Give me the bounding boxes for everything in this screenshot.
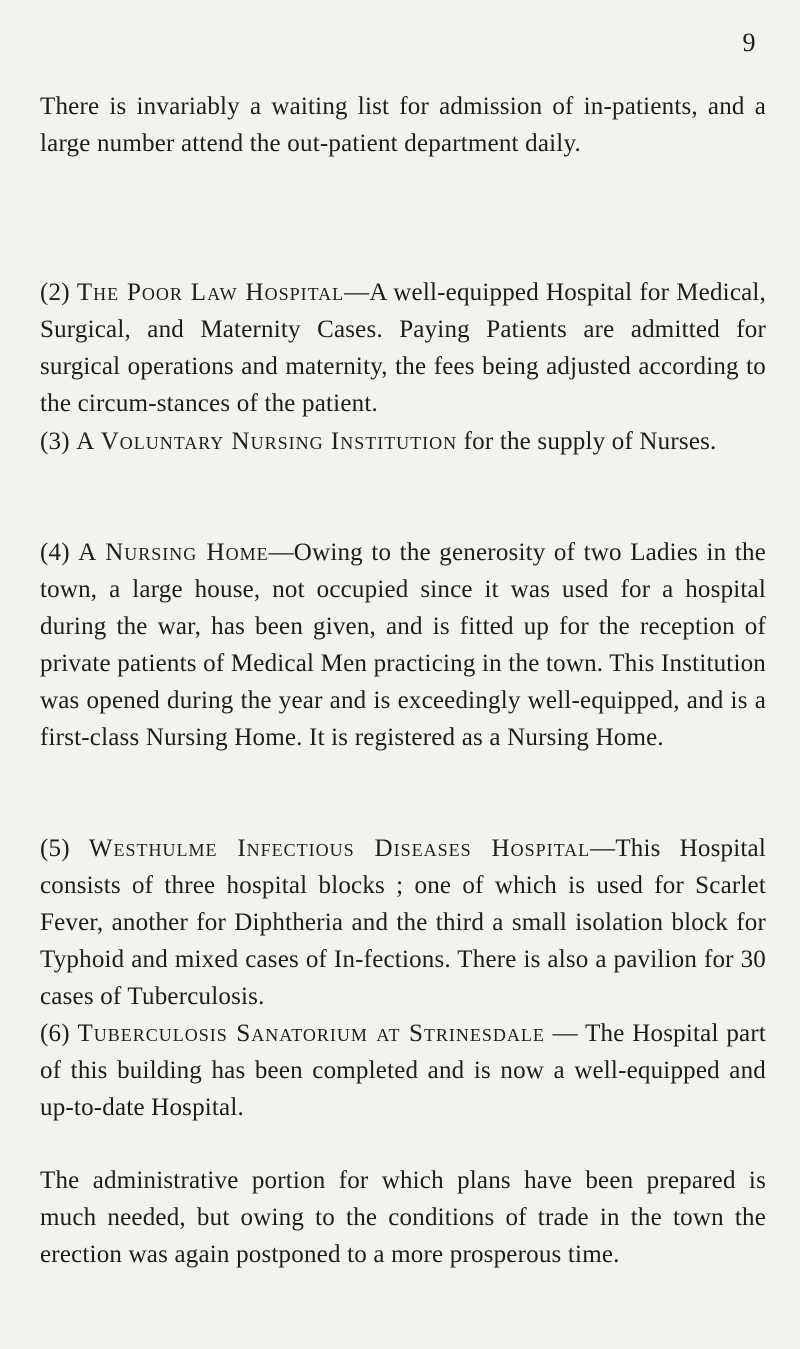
item-number: (5) — [40, 835, 70, 862]
section-body: —A well-equipped Hospital for Medical, Surgical, and Maternity Cases. Paying Patients are admitted for surgical operations and maternity, the fees being adjusted according to the circum-stances of the patient. — [40, 279, 767, 417]
page-number: 9 — [742, 28, 756, 57]
paragraph-intro — [40, 88, 766, 162]
paragraph-administrative — [40, 1162, 766, 1273]
section-body: —This Hospital consists of three hospital blocks ; one of which is used for Scarlet Fever, another for Diphtheria and the third a small isolation block for Typhoid and mixed cases of In-fections. There is also a pavilion for 30 cases of Tuberculosis. — [40, 835, 766, 1010]
paragraph-intro-text: There is invariably a waiting list for admission of in-patients, and a large number attend the out-patient department daily. — [40, 93, 766, 157]
section-heading: Tuberculosis Sanatorium at Strinesdale — [77, 1020, 545, 1047]
item-number: (2) — [40, 279, 70, 306]
section-heading: A Nursing Home — [78, 539, 269, 566]
item-number: (6) — [40, 1020, 70, 1047]
section-heading: A Voluntary Nursing Institution — [76, 428, 458, 455]
section-body: —Owing to the generosity of two Ladies in the town, a large house, not occupied since it was used for a hospital during the war, has been given, and is fitted up for the reception of private patients of Medical Men practicing in the town. This Institution was opened during the year and is exceedingly well-equipped, and is a first-class Nursing Home. It is registered as a Nursing Home. — [40, 539, 766, 751]
paragraph-nursing-home — [40, 534, 766, 756]
paragraph-westhulme — [40, 830, 766, 1015]
paragraph-poor-law-hospital — [40, 274, 766, 422]
paragraph-administrative-text: The administrative portion for which plans have been prepared is much needed, but owing to the conditions of trade in the town the erection was again postponed to a more prosperous time. — [40, 1167, 766, 1268]
paragraph-sanatorium — [40, 1015, 766, 1126]
section-heading: The Poor Law Hospital — [76, 279, 345, 306]
section-body: — The Hospital part of this building has been completed and is now a well-equipped and up-to-date Hospital. — [40, 1020, 767, 1121]
item-number: (3) — [40, 428, 70, 455]
item-number: (4) — [40, 539, 70, 566]
paragraph-voluntary-nursing — [40, 423, 766, 460]
section-body: for the supply of Nurses. — [457, 428, 717, 455]
section-heading: Westhulme Infectious Diseases Hospital — [88, 835, 591, 862]
